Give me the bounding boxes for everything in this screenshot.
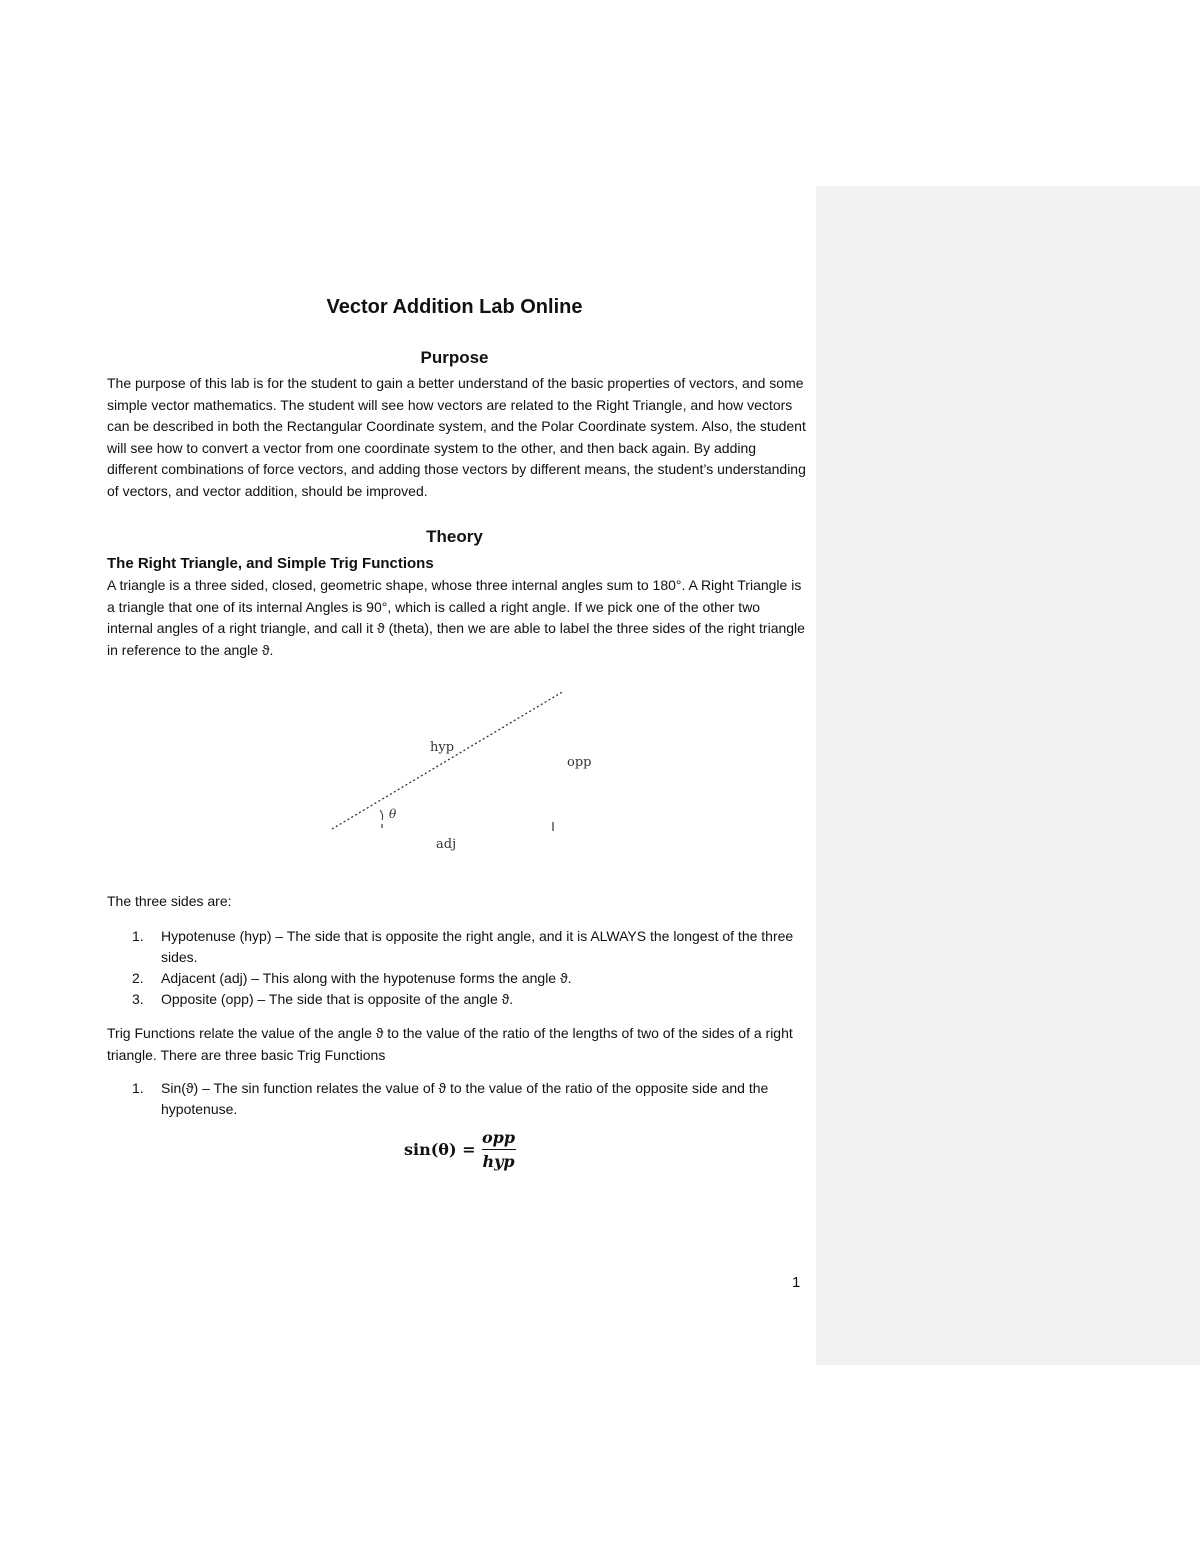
hypotenuse-line: [332, 691, 564, 829]
list-item: [107, 926, 807, 968]
adj-label: adj: [436, 837, 457, 852]
list-number: 3.: [132, 991, 144, 1007]
formula-lhs: sin(θ) =: [404, 1140, 476, 1159]
list-number: 2.: [132, 970, 144, 986]
hyp-label: hyp: [430, 740, 455, 755]
purpose-heading: Purpose: [420, 348, 489, 367]
sides-intro: The three sides are:: [107, 893, 232, 909]
list-number: 1.: [132, 1080, 144, 1096]
list-text: Opposite (opp) – The side that is opposite of the angle ϑ.: [161, 991, 514, 1007]
trig-list: [107, 1078, 807, 1120]
right-triangle-diagram: [320, 682, 600, 862]
comment-pane: [816, 186, 1200, 1365]
purpose-paragraph: The purpose of this lab is for the student to gain a better understand of the basic properties of vectors, and some simple vector mathematics. The student will see how vectors are related to the Right Triangle, and how vectors can be described in both the Rectangular Coordinate system, and the Polar Coordinate system. Also, the student will see how to convert a vector from one coordinate system to the other, and then back again. By adding different combinations of force vectors, and adding those vectors by different means, the student’s understanding of vectors, and vector addition, should be improved.: [107, 375, 806, 499]
list-number: 1.: [132, 928, 144, 944]
list-text: Sin(ϑ) – The sin function relates the value of ϑ to the value of the ratio of the opposite side and the hypotenuse.: [161, 1080, 769, 1117]
theta-label: θ: [389, 807, 397, 821]
sides-list: [107, 926, 807, 1010]
fraction-bar: [482, 1149, 516, 1150]
triangle-paragraph: A triangle is a three sided, closed, geometric shape, whose three internal angles sum to 180°. A Right Triangle is a triangle that one of its internal Angles is 90°, which is called a right angle. If we pick one of the other two internal angles of a right triangle, and call it ϑ (theta), then we are able to label the three sides of the right triangle in reference to the angle ϑ.: [107, 577, 805, 658]
document-title: Vector Addition Lab Online: [326, 296, 583, 318]
trig-subheading: The Right Triangle, and Simple Trig Functions: [107, 555, 434, 572]
page-number: 1: [792, 1274, 801, 1291]
sine-formula: [404, 1128, 516, 1171]
opp-label: opp: [567, 755, 592, 770]
trig-intro: Trig Functions relate the value of the angle ϑ to the value of the ratio of the lengths of two of the sides of a right triangle. There are three basic Trig Functions: [107, 1025, 793, 1063]
angle-arc: [380, 810, 383, 820]
list-text: Hypotenuse (hyp) – The side that is opposite the right angle, and it is ALWAYS the longest of the three sides.: [161, 928, 794, 965]
list-item: [107, 989, 807, 1010]
list-item: [107, 968, 807, 989]
theory-heading: Theory: [426, 527, 483, 546]
list-text: Adjacent (adj) – This along with the hypotenuse forms the angle ϑ.: [161, 970, 572, 986]
formula-fraction: [482, 1128, 516, 1171]
formula-numerator: opp: [481, 1128, 516, 1147]
list-item: [107, 1078, 807, 1120]
formula-denominator: hyp: [482, 1152, 515, 1171]
